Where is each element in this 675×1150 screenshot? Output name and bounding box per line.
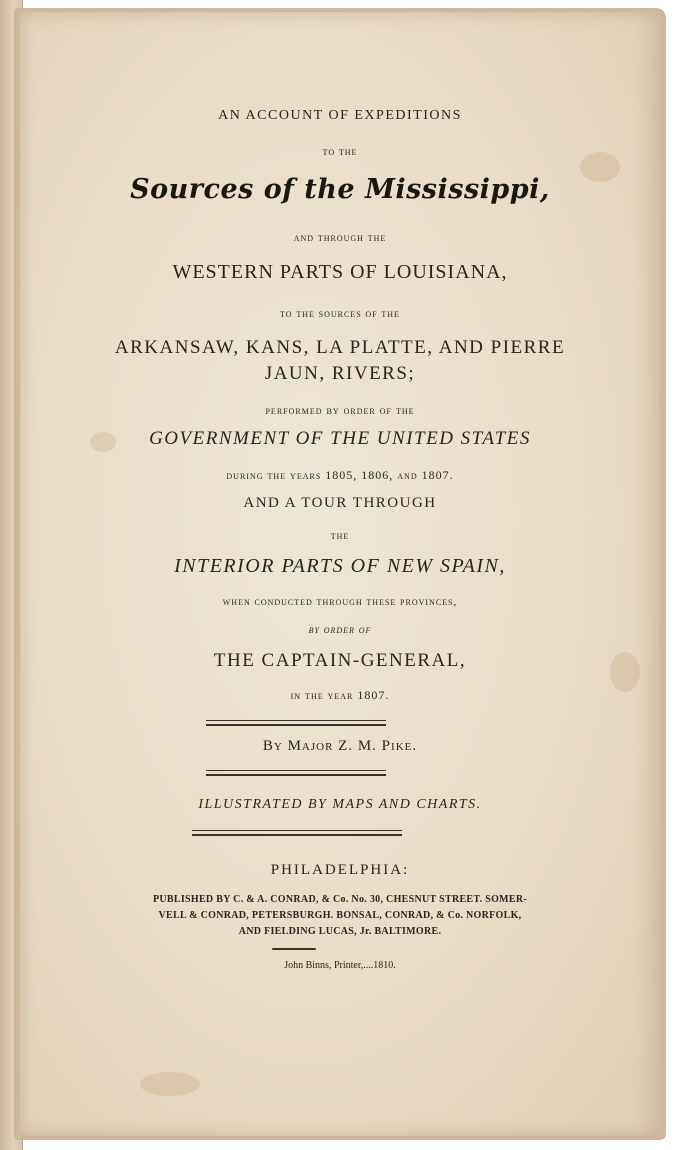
title-line-15: when conducted through these provinces, <box>222 596 458 608</box>
title-line-17: THE CAPTAIN-GENERAL, <box>213 650 467 671</box>
title-line-11: during the years 1805, 1806, and 1807. <box>226 468 454 482</box>
title-line-18: in the year 1807. <box>290 688 390 702</box>
title-line-12: AND A TOUR THROUGH <box>243 495 437 511</box>
author-line: By Major Z. M. Pike. <box>262 738 418 754</box>
title-line-2: to the <box>322 146 358 158</box>
title-line-7: ARKANSAW, KANS, LA PLATTE, AND PIERRE <box>114 337 566 358</box>
title-line-14: INTERIOR PARTS OF NEW SPAIN, <box>174 555 506 577</box>
ornament-dash <box>272 948 316 950</box>
title-line-16: by order of <box>308 624 372 636</box>
title-line-10: GOVERNMENT OF THE UNITED STATES <box>149 428 531 449</box>
imprint-line-2: VELL & CONRAD, PETERSBURGH. BONSAL, CONRAD, & Co. NORFOLK, <box>158 910 522 921</box>
imprint-line-1: PUBLISHED BY C. & A. CONRAD, & Co. No. 30, CHESNUT STREET. SOMER- <box>152 894 528 905</box>
imprint-line-3: AND FIELDING LUCAS, Jr. BALTIMORE. <box>238 926 442 937</box>
foxing-stain <box>140 1072 200 1096</box>
divider-rule <box>206 720 386 726</box>
divider-rule <box>206 770 386 776</box>
title-line-4: and through the <box>293 232 387 244</box>
title-line-13: the <box>330 530 350 542</box>
printer-line: John Binns, Printer,....1810. <box>284 960 396 971</box>
title-line-5: WESTERN PARTS OF LOUISIANA, <box>172 261 508 283</box>
title-page <box>20 12 660 1136</box>
title-line-1: AN ACCOUNT OF EXPEDITIONS <box>218 108 462 123</box>
title-line-9: performed by order of the <box>265 403 415 417</box>
imprint-city: PHILADELPHIA: <box>270 862 410 878</box>
illustrated-line: ILLUSTRATED BY MAPS AND CHARTS. <box>198 797 482 812</box>
title-line-8: JAUN, RIVERS; <box>264 363 416 384</box>
divider-rule <box>192 830 402 836</box>
main-title: Sources of the Mississippi, <box>130 174 550 205</box>
title-line-6: to the sources of the <box>280 308 400 320</box>
